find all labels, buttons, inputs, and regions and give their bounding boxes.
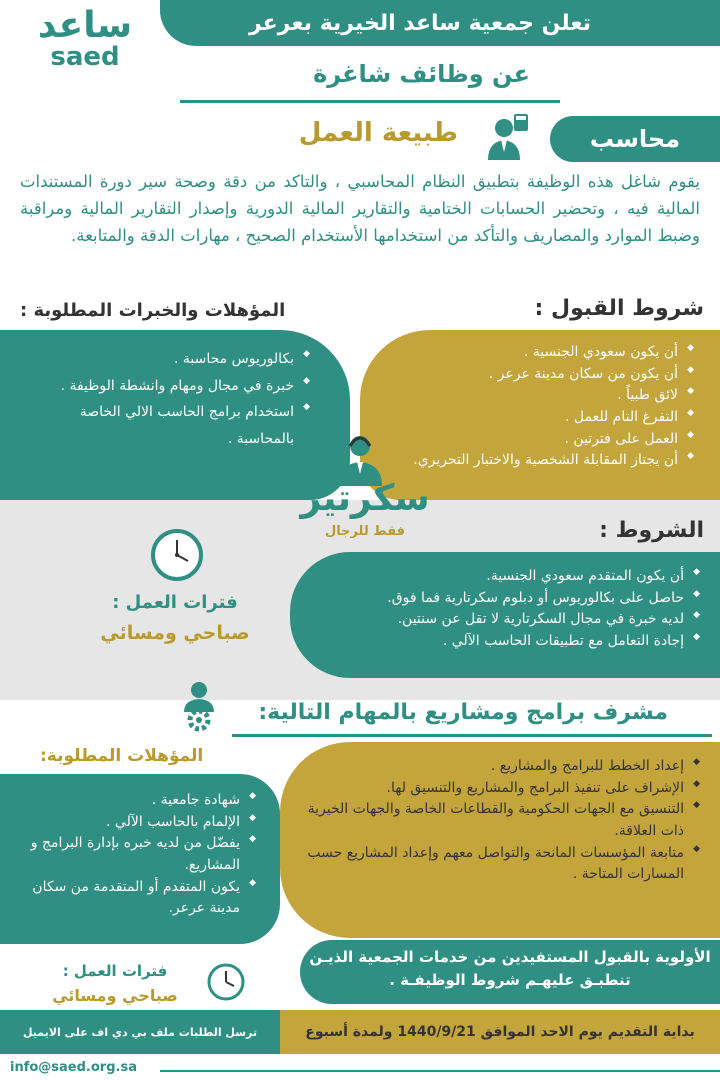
work-periods-label: فترات العمل : [62,962,168,980]
conditions-box [290,552,720,678]
work-nature-title: طبيعة العمل [298,118,458,148]
list-item: ◆ خبرة في مجال ومهام وانشطة الوظيفة . [20,373,310,400]
list-item: ◆ يكون المتقدم أو المتقدمة من سكان مدينة عرعر. [10,877,256,920]
acceptance-title: شروط القبول : [534,296,704,321]
list-item: ◆ يفضّل من لديه خبره بإدارة البرامج و المشاريع. [10,833,256,876]
list-item: ◆ العمل على فترتين . [370,429,694,451]
divider [160,1070,720,1072]
header-banner: تعلن جمعية ساعد الخيرية بعرعر [160,0,720,46]
divider [232,734,712,737]
list-item: ◆ التفرغ التام للعمل . [370,407,694,429]
supervisor-qualifications-title: المؤهلات المطلوبة: [40,746,204,766]
list-item: ◆ متابعة المؤسسات المانحة والتواصل معهم وإعداد المشاريع حسب المسارات المتاحة . [294,843,700,886]
qualifications-box [0,330,350,500]
work-nature-text: يقوم شاغل هذه الوظيفة بتطبيق النظام المحاسبي ، والتاكد من دقة وصحة سير دورة المستندات المالية فيه ، وتحضير الحسابات الختامية والتقارير المالية الدورية وإصدار التقارير المالية ومراقبة وضبط الموارد والمصاريف والتأكد من استخدامها الأستخدام الصحيح ، مهارات الدقة والمتابعة. [20,172,700,246]
list-item: ◆ شهادة جامعية . [10,790,256,812]
list-item: ◆ استخدام برامج الحاسب الالي الخاصة بالمحاسبة . [20,399,310,452]
saed-logo [30,5,140,80]
application-date: بداية التقديم يوم الاحد الموافق 1440/9/21 ولمدة أسبوع [280,1010,720,1054]
list-item: ◆ أن يكون المتقدم سعودي الجنسية. [300,566,700,588]
acceptance-box [360,330,720,500]
work-periods-value: صباحي ومسائي [52,986,178,1005]
supervisor-icon [176,680,222,732]
divider [180,100,560,103]
secretary-title: سكرتير [300,478,430,519]
secretary-subtitle: فقط للرجال [324,524,406,539]
send-instructions: ترسل الطلبات ملف بي دي اف على الايميل [0,1010,280,1054]
list-item: ◆ بكالوريوس محاسبة . [20,346,310,373]
clock-icon [150,528,204,582]
work-periods-value: صباحي ومسائي [100,622,250,644]
list-item: ◆ أن يجتاز المقابلة الشخصية والاختبار التحريري. [370,450,694,472]
priority-note: الأولوية بالقبول المستفيدين من خدمات الجمعية الذيـن تنطبـق عليهـم شروط الوظيفـة . [300,940,720,1004]
clock-icon [206,962,246,1002]
list-item: ◆ الإلمام بالحاسب الآلي . [10,812,256,834]
page-subtitle: عن وظائف شاغرة [313,60,530,88]
logo-english: saed [50,42,120,72]
list-item: ◆ التنسيق مع الجهات الحكومية والقطاعات الخاصة والجهات الخيرية ذات العلاقة. [294,799,700,842]
supervisor-qualifications-box [0,774,280,944]
list-item: ◆ لديه خبرة في مجال السكرتارية لا تقل عن سنتين. [300,609,700,631]
list-item: ◆ الإشراف على تنفيذ البرامج والمشاريع والتنسيق لها. [294,778,700,800]
list-item: ◆ لائق طبياً . [370,385,694,407]
tasks-box [280,742,720,938]
qualifications-title: المؤهلات والخبرات المطلوبة : [20,300,286,321]
list-item: ◆ حاصل على بكالوريوس أو دبلوم سكرتارية فما فوق. [300,588,700,610]
accountant-tab: محاسب [550,116,720,162]
list-item: ◆ أن يكون من سكان مدينة عرعر . [370,364,694,386]
list-item: ◆ إجادة التعامل مع تطبيقات الحاسب الآلي . [300,631,700,653]
list-item: ◆ أن يكون سعودي الجنسية . [370,342,694,364]
list-item: ◆ إعداد الخطط للبرامج والمشاريع . [294,756,700,778]
work-periods-label: فترات العمل : [112,592,238,613]
logo-arabic: ساعد [37,5,133,46]
conditions-title: الشروط : [599,518,704,543]
supervisor-title: مشرف برامج ومشاريع بالمهام التالية: [258,700,668,725]
contact-email[interactable]: info@saed.org.sa [10,1060,137,1075]
accountant-icon [484,112,530,162]
